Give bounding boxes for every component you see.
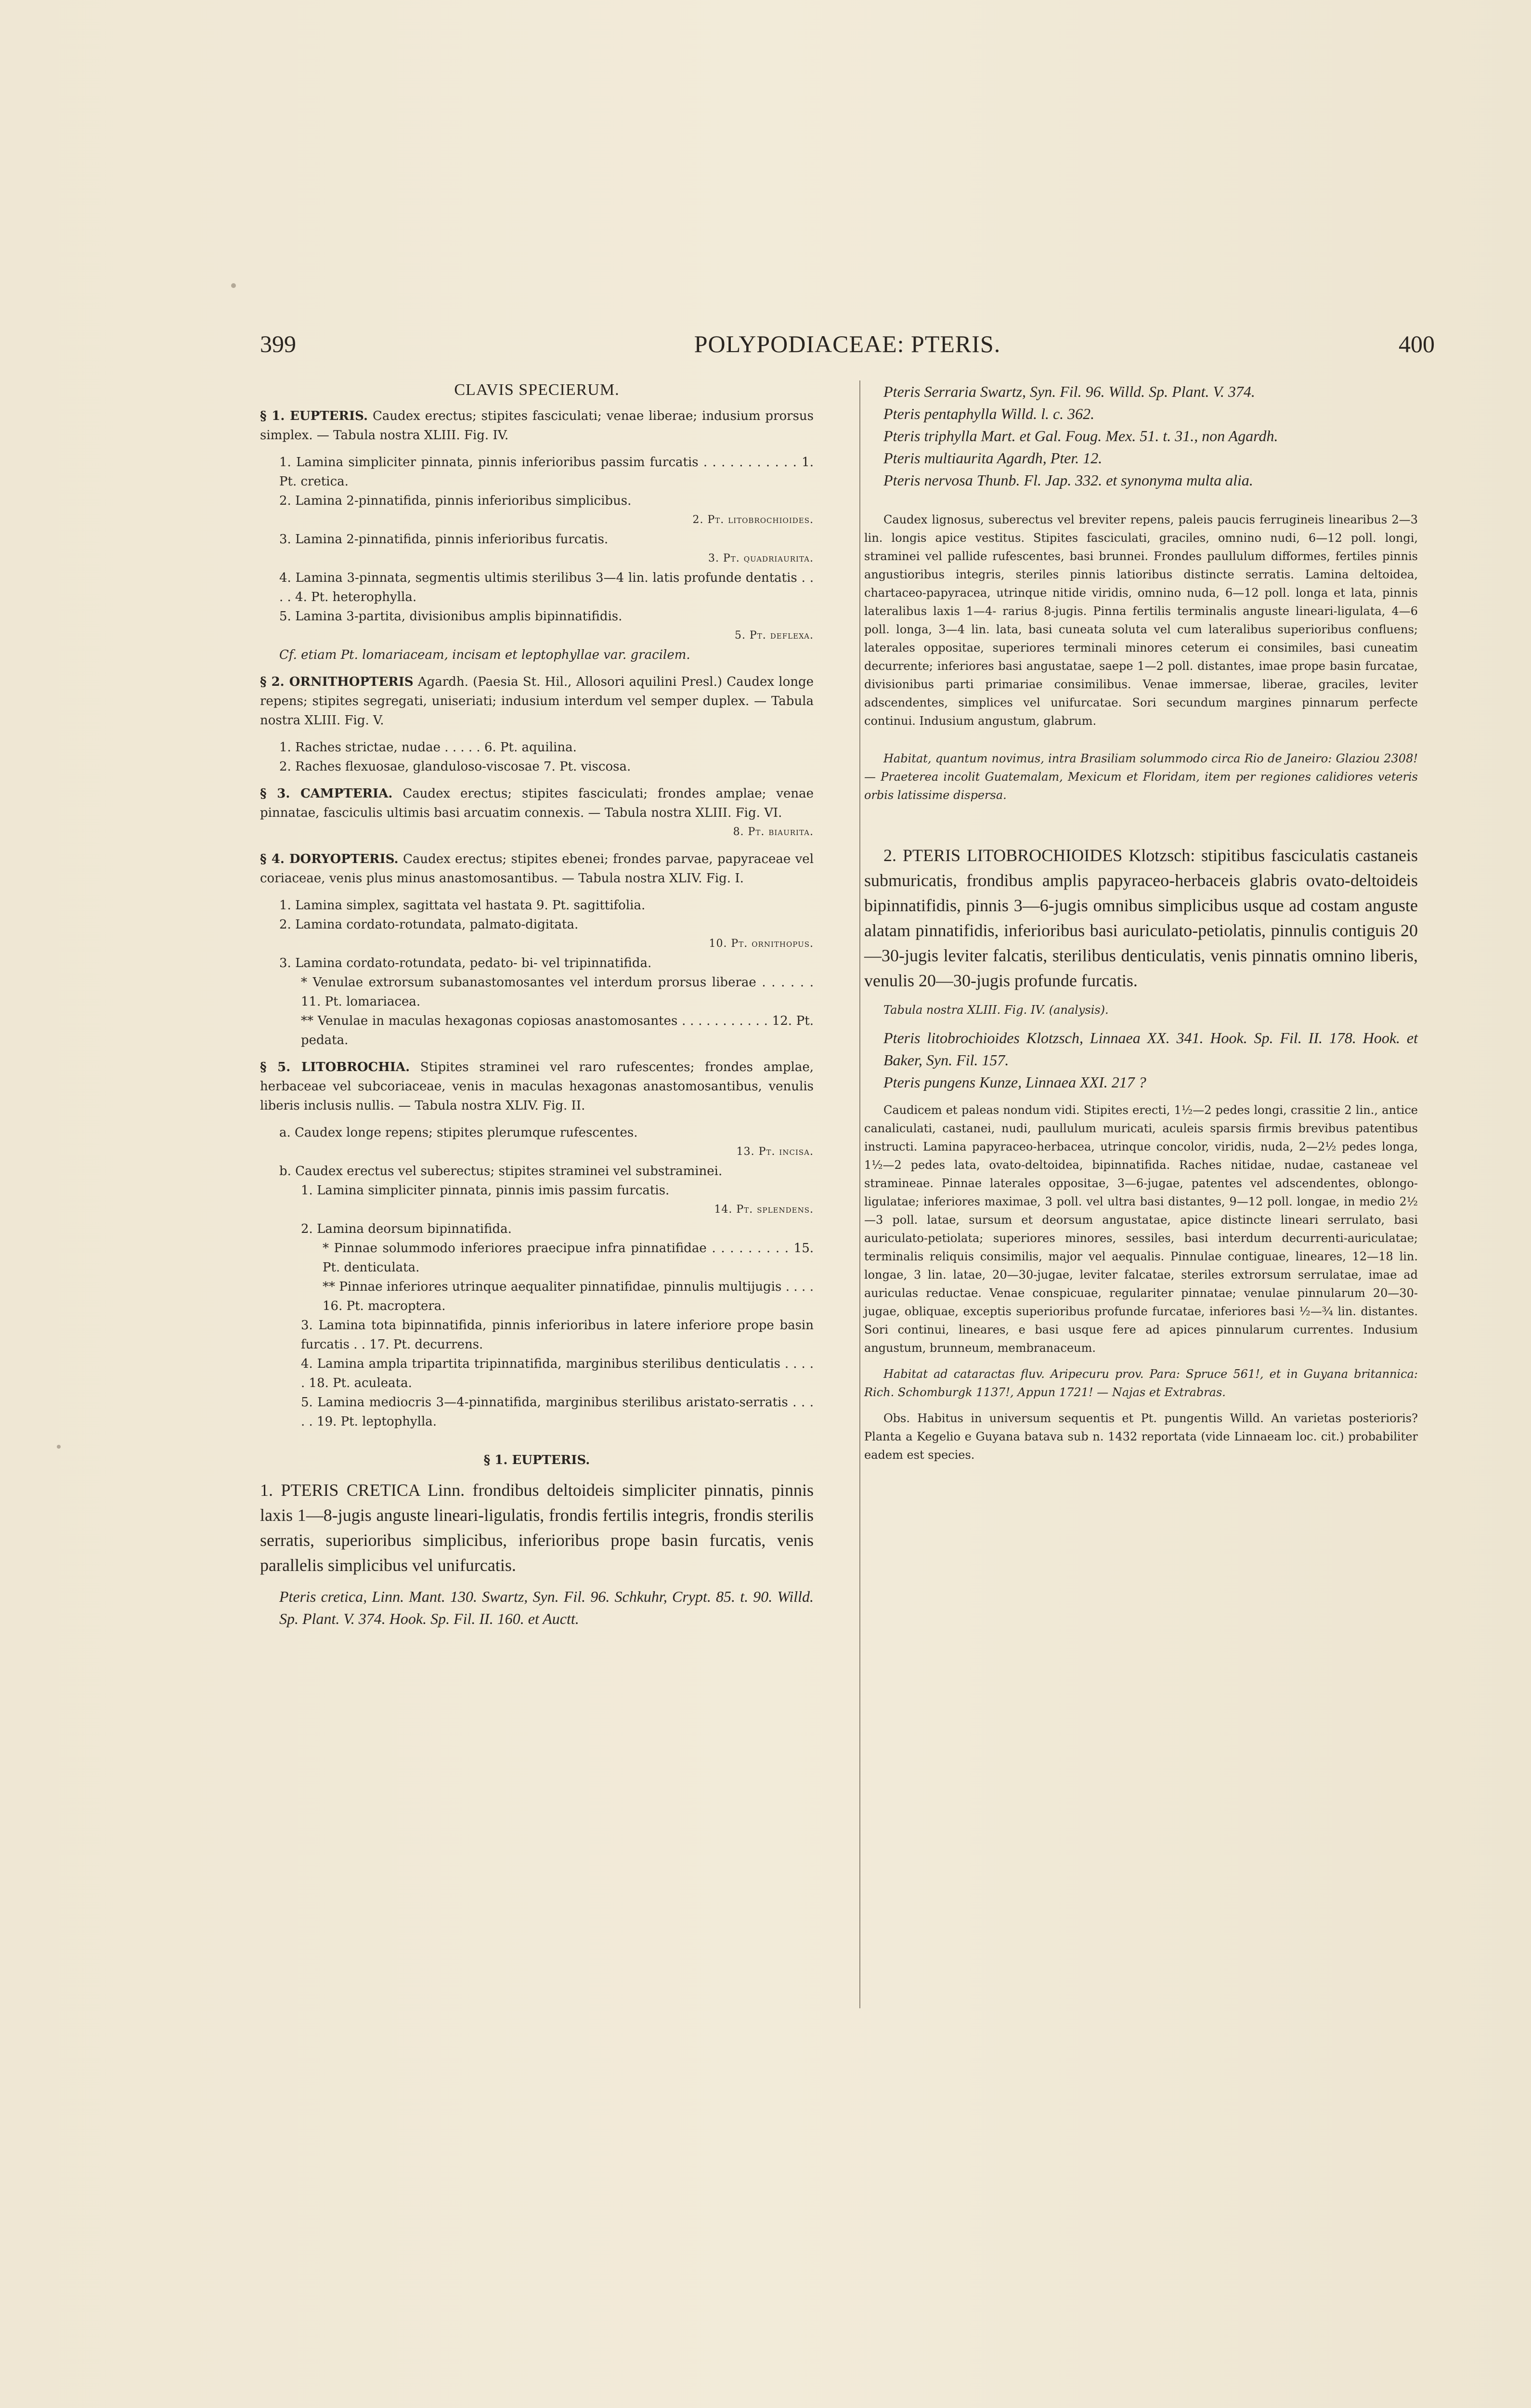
habitat: Habitat ad cataractas fluv. Aripecuru prov. Para: Spruce 561!, et in Guyana britannica: Rich. Schomburgk 1137!, Appun 1721! — Najas et Extrabras. <box>864 1367 1418 1399</box>
key-item: 2. Lamina deorsum bipinnatifida. <box>301 1222 512 1236</box>
left-column <box>260 380 814 1630</box>
key-item: 3. Lamina cordato-rotundata, pedato- bi- vel tripinnatifida. <box>279 956 652 970</box>
synonym-line: Pteris Serraria Swartz, Syn. Fil. 96. Willd. Sp. Plant. V. 374. <box>883 383 1255 400</box>
paper-blemish <box>57 1445 61 1449</box>
synonym-line: Pteris pungens Kunze, Linnaea XXI. 217 ? <box>883 1073 1146 1091</box>
clavis-title: CLAVIS SPECIERUM. <box>454 381 620 399</box>
running-header <box>260 330 1435 368</box>
page-number-right: 400 <box>1399 330 1435 357</box>
description: Caudicem et paleas nondum vidi. Stipites erecti, 1½—2 pedes longi, crassitie 2 lin., antice canaliculati, castanei, nudi, paullulum muricati, aculeis sparsis firmis brevibus patentibus instructi. Lamina papyraceo-herbacea, utrinque concolor, viridis, nuda, 2—2½ pedes longa, 1½—2 pedes lata, ovato-deltoidea, bipinnatifida. Raches nitidae, nudae, castaneae vel stramineae. Pinnae laterales oppositae, 3—6-jugae, patentes vel adscendentes, oblongo-ligulatae; inferiores maximae, 3 poll. vel ultra basi distantes, 9—12 poll. longae, in medio 2½—3 poll. latae, sursum et deorsum angustatae, apice distincte lineari serrulato, basi auriculato-petiolata; superiores minores, sessiles, basi interdum decurrenti-auriculatae; terminalis reliquis consimilis, major vel aequalis. Pinnulae contiguae, lineares, 12—18 lin. longae, 3 lin. latae, 20—30-jugae, leviter falcatae, steriles extrorsum serrulatae, imae ad auriculas reductae. Venae conspicuae, regulariter pinnatae; venulae pinnularum 20—30-jugae, obliquae, exceptis superioribus profunde furcatae, inferiores basi ½—¾ lin. distantes. Sori continui, lineares, e basi usque fere ad apices pinnularum currentes. Indusium angustum, brunneum, membranaceum. <box>864 1103 1418 1355</box>
observation: Obs. Habitus in universum sequentis et Pt. pungentis Willd. An varietas posterioris? Planta a Kegelio e Guyana batava sub n. 1432 reportata (vide Linnaeam loc. cit.) probabiliter eadem est species. <box>864 1412 1418 1462</box>
section-heading: § 4. DORYOPTERIS. <box>260 852 399 866</box>
plate-reference: Tabula nostra XLIII. Fig. IV. (analysis). <box>883 1003 1109 1017</box>
right-column <box>864 380 1418 1464</box>
key-item: 2. Lamina cordato-rotundata, palmato-digitata. <box>279 917 579 932</box>
column-divider <box>859 380 860 2008</box>
synonym-line: Pteris nervosa Thunb. Fl. Jap. 332. et synonyma multa alia. <box>883 471 1253 489</box>
habitat: Habitat, quantum novimus, intra Brasiliam solummodo circa Rio de Janeiro: Glaziou 2308! — Praeterea incolit Guatemalam, Mexicum et Floridam, item per regiones calidiores veteris orbis latissime dispersa. <box>864 752 1418 802</box>
running-title: POLYPODIACEAE: PTERIS. <box>694 330 1001 357</box>
key-ref: 2. Pt. litobrochioides. <box>692 514 814 526</box>
section-text: Caudex erectus; stipites fasciculati; frondes amplae; venae pinnatae, fasciculis ultimis basi arcuatim connexis. — Tabula nostra XLIII. Fig. VI. <box>260 786 814 820</box>
key-item: 4. Lamina ampla tripartita tripinnatifida, marginibus sterilibus denticulatis . . . . . 18. Pt. aculeata. <box>301 1357 814 1390</box>
key-ref: 10. Pt. ornithopus. <box>709 938 814 950</box>
key-item: b. Caudex erectus vel suberectus; stipites straminei vel substraminei. <box>279 1164 723 1178</box>
key-item: 5. Lamina mediocris 3—4-pinnatifida, marginibus sterilibus aristato-serratis . . . . . 19. Pt. leptophylla. <box>301 1395 814 1429</box>
key-item: ** Venulae in maculas hexagonas copiosas anastomosantes . . . . . . . . . . . 12. Pt. pedata. <box>301 1014 814 1047</box>
paper-blemish <box>231 283 236 288</box>
description: Caudex lignosus, suberectus vel breviter repens, paleis paucis ferrugineis linearibus 2—3 lin. longis apice vestitus. Stipites fasciculati, graciles, omnino nudi, 6—12 poll. longi, straminei vel pallide rufescentes, basi brunnei. Frondes paullulum difformes, fertiles pinnis angustioribus integris, steriles pinnis latioribus distincte serratis. Lamina deltoidea, chartaceo-papyracea, utrinque nitide viridis, omnino nuda, 6—12 poll. longa et lata, pinnis lateralibus laxis 1—4- rarius 8-jugis. Pinna fertilis terminalis anguste lineari-ligulata, 4—6 poll. longa, 3—4 lin. lata, basi cuneata soluta vel cum lateralibus superioribus confluens; laterales oppositae, superiores terminali minores ceterum ei consimiles, basi cuneatim decurrente; inferiores basi angustatae, saepe 1—2 poll. distantes, imae prope basin furcatae, divisionibus parti primariae consimilibus. Venae immersae, liberae, graciles, leviter adscendentes, simplices vel unifurcatae. Sori secundum margines pinnarum perfecte continui. Indusium angustum, glabrum. <box>864 513 1418 728</box>
key-item: 1. Lamina simpliciter pinnata, pinnis inferioribus passim furcatis . . . . . . . . . . . 1. Pt. cretica. <box>279 455 814 489</box>
synonym-line: Pteris multiaurita Agardh, Pter. 12. <box>883 449 1103 467</box>
section-heading: § 1. EUPTERIS. <box>260 409 368 423</box>
section-heading: § 2. ORNITHOPTERIS <box>260 675 414 689</box>
key-item: 1. Lamina simpliciter pinnata, pinnis imis passim furcatis. <box>301 1183 670 1198</box>
key-item: 4. Lamina 3-pinnata, segmentis ultimis sterilibus 3—4 lin. latis profunde dentatis . . . . 4. Pt. heterophylla. <box>279 571 814 604</box>
key-ref: 3. Pt. quadriaurita. <box>708 552 814 564</box>
synonym-line: Pteris triphylla Mart. et Gal. Foug. Mex. 51. t. 31., non Agardh. <box>883 427 1278 445</box>
section-text: Agardh. (Paesia St. Hil., Allosori aquilini Presl.) Caudex longe repens; stipites segregati, uniseriati; indusium interdum vel semper duplex. — Tabula nostra XLIII. Fig. V. <box>260 675 814 728</box>
key-ref: 13. Pt. incisa. <box>736 1146 814 1158</box>
section-text: Stipites straminei vel raro rufescentes; frondes amplae, herbaceae vel subcoriaceae, venis in maculas hexagonas anastomosantibus, venulis liberis inclusis nullis. — Tabula nostra XLIV. Fig. II. <box>260 1060 814 1113</box>
key-item: 2. Lamina 2-pinnatifida, pinnis inferioribus simplicibus. <box>279 494 632 508</box>
key-item: a. Caudex longe repens; stipites plerumque rufescentes. <box>279 1125 638 1140</box>
section-heading: § 3. CAMPTERIA. <box>260 786 393 801</box>
key-ref: 14. Pt. splendens. <box>714 1204 814 1216</box>
synonym-line: Pteris litobrochioides Klotzsch, Linnaea XX. 341. Hook. Sp. Fil. II. 178. Hook. et Baker, Syn. Fil. 157. <box>883 1029 1418 1069</box>
synonym-line: Pteris pentaphylla Willd. l. c. 362. <box>883 405 1095 422</box>
key-item: * Pinnae solummodo inferiores praecipue infra pinnatifidae . . . . . . . . . 15. Pt. denticulata. <box>323 1241 814 1275</box>
species-diagnosis: 1. PTERIS CRETICA Linn. frondibus deltoideis simpliciter pinnatis, pinnis laxis 1—8-jugis anguste lineari-ligulatis, frondis fertilis integris, frondis sterilis serratis, superioribus simplicibus, inferioribus prope basin furcatis, venis parallelis simplicibus vel unifurcatis. <box>260 1480 814 1575</box>
section-text: Caudex erectus; stipites fasciculati; venae liberae; indusium prorsus simplex. — Tabula nostra XLIII. Fig. IV. <box>260 409 814 443</box>
key-item: 3. Lamina tota bipinnatifida, pinnis inferioribus in latere inferiore prope basin furcatis . . 17. Pt. decurrens. <box>301 1318 814 1352</box>
key-item: 1. Raches strictae, nudae . . . . . 6. Pt. aquilina. <box>279 740 577 755</box>
synonymy: Pteris cretica, Linn. Mant. 130. Swartz, Syn. Fil. 96. Schkuhr, Crypt. 85. t. 90. Willd. Sp. Plant. V. 374. Hook. Sp. Fil. II. 160. et Auctt. <box>279 1588 814 1627</box>
key-item: 5. Lamina 3-partita, divisionibus amplis bipinnatifidis. <box>279 609 623 624</box>
key-item: ** Pinnae inferiores utrinque aequaliter pinnatifidae, pinnulis multijugis . . . . 16. Pt. macroptera. <box>323 1280 814 1313</box>
key-item: 3. Lamina 2-pinnatifida, pinnis inferioribus furcatis. <box>279 532 609 547</box>
section-text: Caudex erectus; stipites ebenei; frondes parvae, papyraceae vel coriaceae, venis plus minus anastomosantibus. — Tabula nostra XLIV. Fig. I. <box>260 852 814 886</box>
key-item: 2. Raches flexuosae, glanduloso-viscosae 7. Pt. viscosa. <box>279 759 631 774</box>
key-item: * Venulae extrorsum subanastomosantes vel interdum prorsus liberae . . . . . . 11. Pt. lomariacea. <box>301 975 814 1009</box>
key-ref: 8. Pt. biaurita. <box>733 826 814 838</box>
section-heading: § 5. LITOBROCHIA. <box>260 1060 410 1074</box>
species-diagnosis: 2. PTERIS LITOBROCHIOIDES Klotzsch: stipitibus fasciculatis castaneis submuricatis, frondibus amplis papyraceo-herbaceis glabris ovato-deltoideis bipinnatifidis, pinnis 3—6-jugis omnibus simplicibus usque ad costam anguste alatam pinnatifidis, inferioribus basi auriculato-petiolatis, pinnulis contiguis 20—30-jugis leviter falcatis, sterilibus denticulatis, venis pinnatis omnino liberis, venulis 20—30-jugis profunde furcatis. <box>864 846 1418 990</box>
key-item: 1. Lamina simplex, sagittata vel hastata 9. Pt. sagittifolia. <box>279 898 646 913</box>
page-number-left: 399 <box>260 330 296 357</box>
section-heading: § 1. EUPTERIS. <box>483 1453 590 1467</box>
key-ref: 5. Pt. deflexa. <box>734 629 814 641</box>
key-note: Cf. etiam Pt. lomariaceam, incisam et leptophyllae var. gracilem. <box>279 648 690 662</box>
